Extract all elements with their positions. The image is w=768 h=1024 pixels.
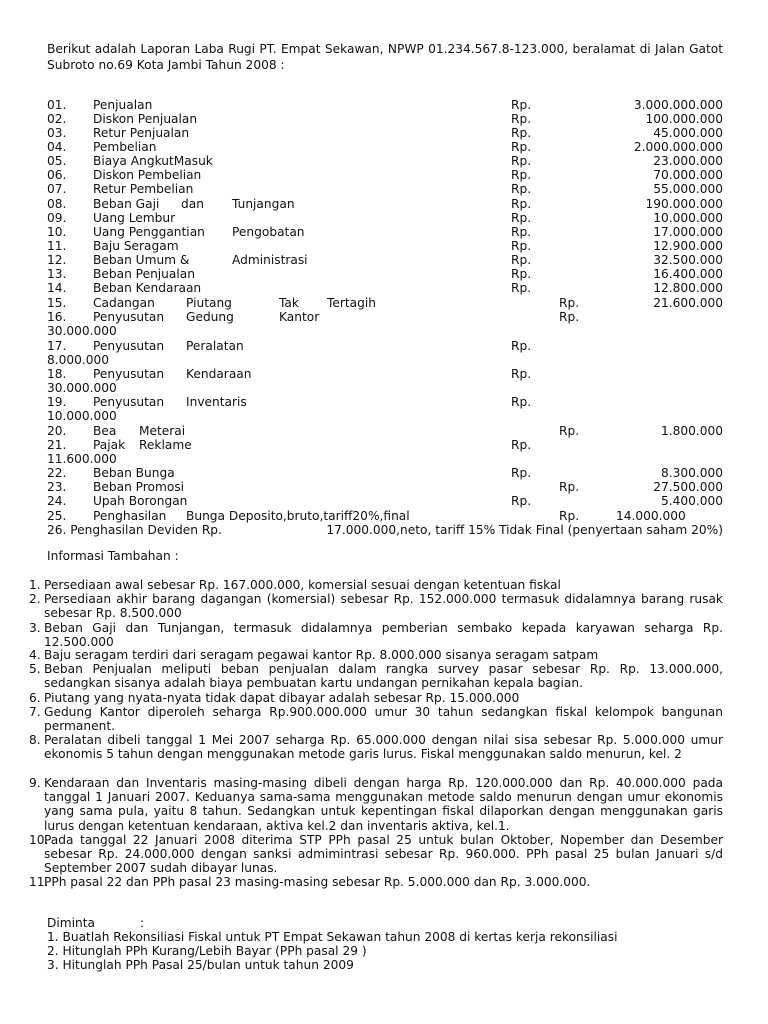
list-item: 09. Uang Lembur Rp. 10.000.000 — [47, 211, 723, 225]
list-item: 20. Bea Meterai Rp. 1.800.000 — [47, 424, 723, 438]
list-item: 7. Gedung Kantor diperoleh seharga Rp.900.000.000 umur 30 tahun sedangkan fiskal kelompok bangunan permanent. — [29, 705, 723, 734]
list-item: 2. Hitunglah PPh Kurang/Lebih Bayar (PPh pasal 29 ) — [47, 944, 367, 958]
list-item: 3. Hitunglah PPh Pasal 25/bulan untuk tahun 2009 — [47, 958, 354, 972]
list-item: 30.000.000 — [47, 324, 117, 338]
list-item: 11. Baju Seragam Rp. 12.900.000 — [47, 239, 723, 253]
list-item: 21. Pajak Reklame Rp. — [47, 438, 532, 452]
list-item: 10. Pada tanggal 22 Januari 2008 diterima STP PPh pasal 25 untuk bulan Oktober, Nopember dan Desember sebesar Rp. 24.000.000 dengan sanksi admimintrasi sebesar Rp. 960.000. PPh pasal 25 bulan Januari s/d September 2007 sudah dibayar lunas. — [29, 833, 723, 876]
list-item: 12. Beban Umum & Administrasi Rp. 32.500.000 — [47, 253, 723, 267]
list-item: 6. Piutang yang nyata-nyata tidak dapat dibayar adalah sebesar Rp. 15.000.000 — [29, 691, 520, 705]
list-item: 8. Peralatan dibeli tanggal 1 Mei 2007 seharga Rp. 65.000.000 dengan nilai sisa sebesar Rp. 5.000.000 umur ekonomis 5 tahun dengan menggunakan metode garis lurus. Fiskal menggunakan saldo menurun, kel. 2 — [29, 733, 723, 762]
list-item: 5. Beban Penjualan meliputi beban penjualan dalam rangka survey pasar sebesar Rp. Rp. 13.000.000, sedangkan sisanya adalah biaya pembuatan kartu undangan pernikahan kepala bagian. — [29, 662, 723, 691]
list-item: 9. Kendaraan dan Inventaris masing-masing dibeli dengan harga Rp. 120.000.000 dan Rp. 40.000.000 pada tanggal 1 Januari 2007. Keduanya sama-sama menggunakan metode saldo menurun dengan umur ekonomis yang sama pula, yaitu 8 tahun. Sedangkan untuk kepentingan fiskal dilaporkan dengan menggunakan garis lurus dengan ketentuan kendaraan, aktiva kel.2 dan inventaris aktiva, kel.1. — [29, 776, 723, 833]
list-item: 4. Baju seragam terdiri dari seragam pegawai kantor Rp. 8.000.000 sisanya seragam satpam — [29, 648, 599, 662]
list-item: 15. Cadangan Piutang Tak Tertagih Rp. 21.600.000 — [47, 296, 723, 310]
list-item: 1. Buatlah Rekonsiliasi Fiskal untuk PT Empat Sekawan tahun 2008 di kertas kerja rekonsiliasi — [47, 930, 618, 944]
list-item: 3. Beban Gaji dan Tunjangan, termasuk didalamnya pemberian sembako kepada karyawan seharga Rp. 12.500.000 — [29, 621, 723, 650]
list-item: 06. Diskon Pembelian Rp. 70.000.000 — [47, 168, 723, 182]
list-item: 11. PPh pasal 22 dan PPh pasal 23 masing-masing sebesar Rp. 5.000.000 dan Rp. 3.000.000. — [29, 875, 591, 889]
list-item: 24. Upah Borongan Rp. 5.400.000 — [47, 494, 723, 508]
list-item: 22. Beban Bunga Rp. 8.300.000 — [47, 466, 723, 480]
list-item: 05. Biaya AngkutMasuk Rp. 23.000.000 — [47, 154, 723, 168]
list-item: 11.600.000 — [47, 452, 117, 466]
list-item: 10.000.000 — [47, 409, 117, 423]
list-item: 30.000.000 — [47, 381, 117, 395]
list-item: 18. Penyusutan Kendaraan Rp. — [47, 367, 532, 381]
list-item: 02. Diskon Penjualan Rp. 100.000.000 — [47, 112, 723, 126]
list-item: 8.000.000 — [47, 353, 110, 367]
list-item: 17. Penyusutan Peralatan Rp. — [47, 339, 532, 353]
list-item: 08. Beban Gaji dan Tunjangan Rp. 190.000.000 — [47, 197, 723, 211]
list-item: 14. Beban Kendaraan Rp. 12.800.000 — [47, 281, 723, 295]
list-item: 1. Persediaan awal sebesar Rp. 167.000.000, komersial sesuai dengan ketentuan fiskal — [29, 578, 561, 592]
section-heading: Informasi Tambahan : — [47, 549, 179, 563]
intro-paragraph: Berikut adalah Laporan Laba Rugi PT. Empat Sekawan, NPWP 01.234.567.8-123.000, beralamat di Jalan Gatot Subroto no.69 Kota Jambi Tahun 2008 : — [47, 42, 723, 72]
list-item: 2. Persediaan akhir barang dagangan (komersial) sebesar Rp. 152.000.000 termasuk didalamnya barang rusak sebesar Rp. 8.500.000 — [29, 592, 723, 621]
list-item: 19. Penyusutan Inventaris Rp. — [47, 395, 532, 409]
list-item: 23. Beban Promosi Rp. 27.500.000 — [47, 480, 723, 494]
list-item: 07. Retur Pembelian Rp. 55.000.000 — [47, 182, 723, 196]
list-item: 26. Penghasilan Deviden Rp. 17.000.000,neto, tariff 15% Tidak Final (penyertaan saham 20%) — [47, 523, 723, 537]
list-item: 01. Penjualan Rp. 3.000.000.000 — [47, 98, 723, 112]
list-item: 25. Penghasilan Bunga Deposito,bruto,tariff20%,final Rp. 14.000.000 — [47, 509, 686, 523]
list-item: 10. Uang Penggantian Pengobatan Rp. 17.000.000 — [47, 225, 723, 239]
list-item: 16. Penyusutan Gedung Kantor Rp. — [47, 310, 580, 324]
list-item: 03. Retur Penjualan Rp. 45.000.000 — [47, 126, 723, 140]
list-item: 04. Pembelian Rp. 2.000.000.000 — [47, 140, 723, 154]
diminta-label: Diminta : — [47, 916, 145, 930]
list-item: 13. Beban Penjualan Rp. 16.400.000 — [47, 267, 723, 281]
